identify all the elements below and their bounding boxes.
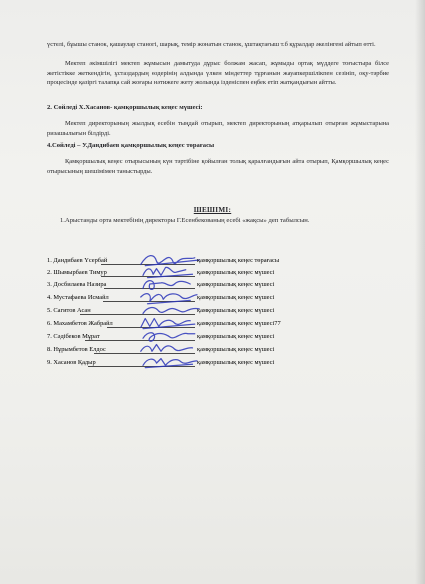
- member-name: 7. Сəдібеков Мұрат: [47, 333, 100, 340]
- member-role: қамқоршылық кеңес мүшесі: [197, 307, 275, 314]
- member-name: 3. Досбилаева Назира: [47, 281, 107, 288]
- decision-title: ШЕШІМІ:: [193, 206, 232, 214]
- member-role: қамқоршылық кеңес мүшесі: [197, 346, 275, 353]
- member-name: 4. Мустафаева Исмайл: [47, 294, 109, 301]
- member-row: [47, 357, 367, 369]
- member-row: [47, 279, 367, 291]
- member-row: [47, 255, 367, 267]
- member-row: [47, 292, 367, 304]
- member-name: 5. Сагитов Асан: [47, 307, 91, 314]
- member-row: [47, 318, 367, 330]
- member-name: 8. Нұрымбетов Елдос: [47, 346, 106, 353]
- member-role: қамқоршылық кеңес мүшесі: [197, 294, 275, 301]
- member-name: 9. Хасанов Қадыр: [47, 359, 96, 366]
- member-row: [47, 344, 367, 356]
- section-4-text: Қамқоршылық кеңес отырысының күн тəртібіне қойылған толық қаралғандығын айта отырып, Қамқоршылық кеңес отырысының шешімімен таныстырды.: [47, 158, 389, 175]
- member-role: қамқоршылық кеңес мүшесі: [197, 359, 275, 366]
- paragraph-equipment: үстелі, бұышы станок, қашаулар станогі, шарық, темір жонатын станок, ұштақтағыш т.б құралдар əкелінгені айтып өтті.: [47, 41, 376, 48]
- paragraph-administration: Мектеп əкімшілігі мектеп жұмысын дамытуда дұрыс болжам жасап, жұмыды ортақ мүддеге тоғыстыра білсе жетістікке жеткендігін, ұстаздардың өздерінің алдында үлкен міндеттер тұрғанын жауапкершілікпен сезініп, оқу-тəрбие процесінде қазіргі талапқа сай жоғары нəтижеге жету жолында ізденіспен еңбек етіп жатқандығын айтты.: [47, 60, 389, 87]
- member-name: 6. Махамбетов Жабрайл: [47, 320, 113, 327]
- member-role: қамқоршылық кеңес мүшесі77: [197, 320, 281, 327]
- member-role: қамқоршылық кеңес мүшесі: [197, 333, 275, 340]
- member-role: қамқоршылық кеңес мүшесі: [197, 269, 275, 276]
- section-4-heading: 4.Сөйледі – У.Дандибаев қамқоршылық кеңес төрағасы: [47, 142, 215, 149]
- member-role: қамқоршылық кеңес төрағасы: [197, 257, 280, 264]
- member-row: [47, 331, 367, 343]
- section-2-heading: 2. Сөйледі Х.Хасанов- қамқоршылық кеңес мүшесі:: [47, 104, 203, 111]
- decision-item: 1.Арыстанды орта мектебінің директоры Г.Есенбекованың есебі «жақсы» деп табылсын.: [60, 217, 310, 224]
- section-2-text: Мектеп директорының жылдық есебін тыңдай отырып, мектеп директорының атқарылып отырған жұмыстарына ризашылығын білдірді.: [47, 120, 389, 137]
- member-role: қамқоршылық кеңес мүшесі: [197, 281, 275, 288]
- member-row: [47, 305, 367, 317]
- signature-mark: [135, 353, 205, 371]
- member-row: [47, 267, 367, 279]
- member-name: 2. Шымырбаев Тимур: [47, 269, 107, 276]
- member-name: 1. Дандибаев Үсербай: [47, 257, 108, 264]
